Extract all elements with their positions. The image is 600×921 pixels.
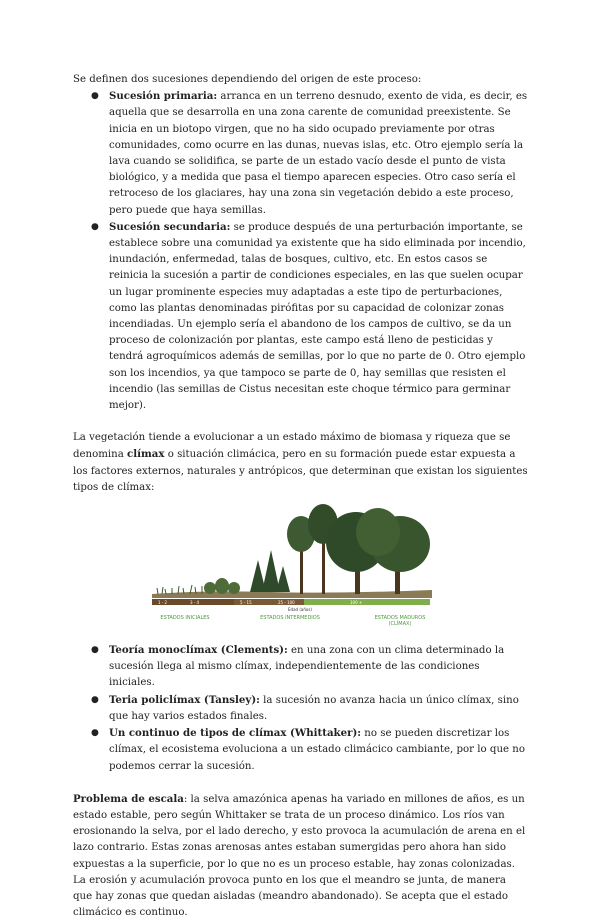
list-item-monoclimax — [91, 642, 528, 692]
term-secondary: Sucesión secundaria: — [109, 220, 231, 233]
bullet-icon: ● — [91, 728, 99, 739]
term-monoclimax: Teoría monoclímax (Clements): — [109, 644, 288, 657]
climax-term: clímax — [127, 448, 165, 461]
age-label: 3 - 4 — [190, 600, 200, 606]
text-monoclimax: en una zona con un clima determinado la sucesión llega al mismo clímax, independientemente de las condiciones iniciales. — [109, 645, 505, 689]
text-secondary: se produce después de una perturbación importante, se establece sobre una comunidad ya existente que ha sido eliminada por incendio, inundación, enfermedad, talas de bosques, cultivo, etc. En estos casos se reinicia la sucesión a partir de condiciones especiales, en las que suelen ocupar un lugar prominente especies muy adaptadas a este tipo de perturbaciones, como las plantas denominadas pirófitas por su capacidad de colonizar zonas incendiadas. Un ejemplo sería el abandono de los campos de cultivo, se da un proceso de colonización por plantas, este campo está lleno de pesticidas y tendrá agroquímicos además de semillas, por lo que no parte de 0. Otro ejemplo son los incendios, ya que tampoco se parte de 0, hay semillas que resisten el incendio (las semillas de Cistus necesitan este choque térmico para germinar mejor). — [109, 221, 526, 412]
bullet-icon: ● — [91, 91, 99, 102]
climax-text-before: La vegetación tiende a evolucionar a un estado máximo de biomasa y riqueza que se denomina — [73, 432, 511, 461]
stage-label: ESTADOS INTERMEDIOS — [260, 615, 320, 622]
bullet-icon: ● — [91, 221, 99, 232]
ground — [152, 590, 432, 598]
list-item-continuum — [91, 725, 528, 775]
scale-paragraph — [73, 791, 528, 921]
age-label: 5 - 15 — [240, 600, 252, 606]
succession-illustration — [150, 502, 432, 628]
climax-types-list — [73, 642, 528, 775]
succession-figure — [150, 502, 432, 628]
bullet-icon: ● — [91, 645, 99, 656]
term-policlimax: Teria policlímax (Tansley): — [109, 693, 260, 706]
conifer-icon — [250, 550, 290, 592]
age-label: 1 - 2 — [158, 600, 168, 606]
term-continuum: Un continuo de tipos de clímax (Whittaker): — [109, 727, 362, 740]
list-item-secondary — [91, 219, 528, 414]
intro-paragraph: Se definen dos sucesiones dependiendo del origen de este proceso: — [73, 74, 422, 85]
axis-label: Edad (años) — [288, 607, 312, 613]
stage-label: ESTADOS MADUROS — [374, 615, 426, 622]
term-primary: Sucesión primaria: — [109, 90, 218, 103]
age-label: 100 + — [350, 600, 363, 606]
climax-paragraph — [73, 430, 528, 496]
stage-label: (CLÍMAX) — [388, 621, 412, 628]
text-continuum: no se pueden discretizar los clímax, el ecosistema evoluciona a un estado climácico cambiante, por lo que no podemos cerrar la sucesión. — [109, 728, 525, 772]
stage-label: ESTADOS INICIALES — [160, 615, 210, 622]
succession-list — [73, 88, 528, 414]
oak-tree-icon — [326, 508, 430, 594]
bullet-icon: ● — [91, 694, 99, 705]
scale-term: Problema de escala — [73, 792, 184, 805]
age-label: 25 - 100 — [278, 600, 295, 606]
text-policlimax: la sucesión no avanza hacia un único clímax, sino que hay varios estados finales. — [109, 694, 519, 722]
text-primary: arranca en un terreno desnudo, exento de vida, es decir, es aquella que se desarrolla en una zona carente de comunidad preexistente. Se inicia en un biotopo virgen, que no ha sido ocupado previamente por otras comunidades, como ocurre en las dunas, nuevas islas, etc. Otro ejemplo sería la lava cuando se solidifica, se parte de un estado vacío desde el punto de vista biológico, y a medida que pasa el tiempo aparecen especies. Otro caso sería el retroceso de los glaciares, hay una zona sin vegetación debido a este proceso, pero puede que haya semillas. — [109, 91, 528, 216]
shrub-icon — [204, 578, 240, 594]
climax-text-after: o situación climácica, pero en su formación puede estar expuesta a los factores externos, naturales y antrópicos, que determinan que existan los siguientes tipos de clímax: — [73, 449, 528, 493]
document-page — [73, 72, 528, 921]
scale-text: : la selva amazónica apenas ha variado en millones de años, es un estado estable, pero según Whittaker se trata de un proceso dinámico. Los ríos van erosionando la selva, por el lado derecho, y esto provoca la acumulación de arena en el lazo contrario. Estas zonas arenosas antes estaban sumergidas pero ahora han sido expuestas a la superficie, por lo que no es un proceso estable, hay zonas colonizadas. La erosión y acumulación provoca punto en los que el meandro se junta, de manera que hay zonas que quedan aisladas (meandro abandonado). Se acepta que el estado climácico es continuo. — [73, 793, 526, 919]
list-item-primary — [91, 88, 528, 219]
list-item-policlimax — [91, 692, 528, 725]
age-bar-mature — [304, 599, 430, 605]
